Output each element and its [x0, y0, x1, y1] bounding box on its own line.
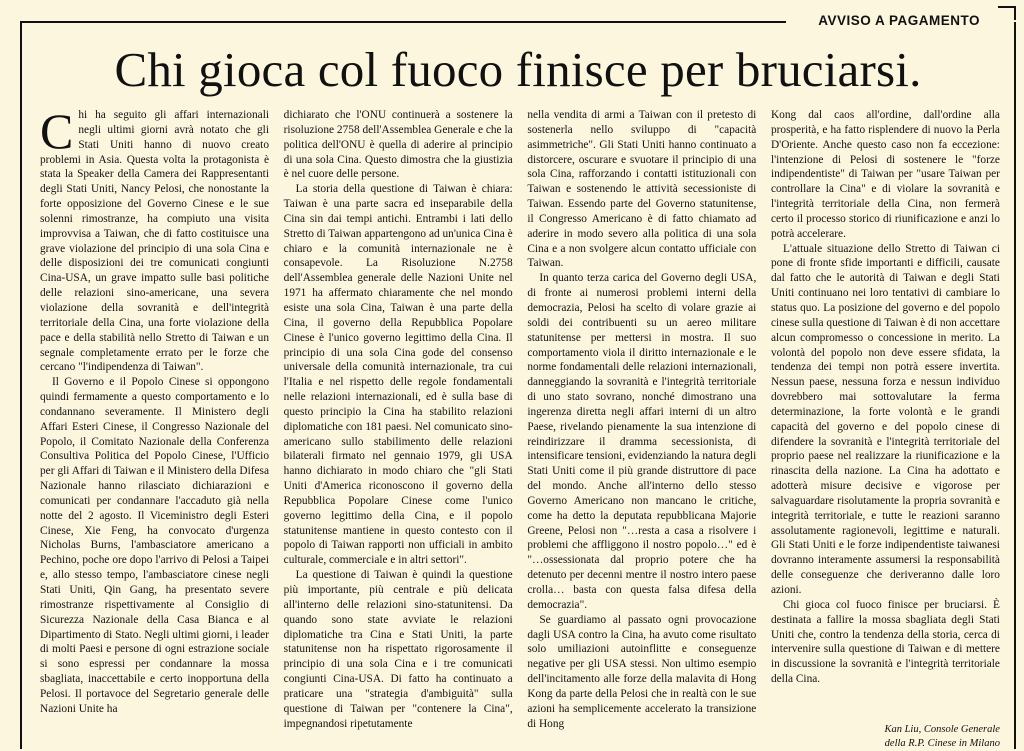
article-column-2: [284, 108, 513, 728]
article-paragraph: L'attuale situazione dello Stretto di Taiwan ci pone di fronte sfide importanti e difficili, causate dal fatto che le autorità di Taiwan e degli Stati Uniti continuano nei loro tentativi di cambiare lo status quo. La posizione del governo e del popolo cinese sulla questione di Taiwan è di non accettare alcun compromesso o concessione in merito. La volontà del popolo non deve essere sfidata, la tendenza dei tempi non potrà essere invertita. Nessun paese, nessuna forza e nessun individuo dovrebbero mai sottovalutare la ferma determinazione, la forte volontà e le grandi capacità del governo e del popolo cinese di difendere la sovranità e l'integrità territoriale del proprio paese nel realizzare la riunificazione e la rinascita della nazione. La Cina ha adottato e adotterà misure decisive e vigorose per salvaguardare risolutamente la propria sovranità e integrità territoriale, e tutte le reazioni saranno assolutamente ragionevoli, legittime e naturali. Gli Stati Uniti e le forze indipendentiste taiwanesi dovranno interamente assumersi la responsabilità delle conseguenze che deriveranno dalle loro azioni.: [770, 242, 1000, 596]
paragraph-text: hi ha seguito gli affari internazionali negli ultimi giorni avrà notato che gli Stati Uniti hanno di nuovo creato problemi in Asia. Questa volta la protagonista è stata la Speaker della Camera dei Rappresentanti degli Stati Uniti, Nancy Pelosi, che nonostante la forte opposizione del Governo Cinese e le sue solenni rimostranze, ha compiuto una visita improvvisa a Taiwan, che di fatto costituisce una grave violazione del principio di una sola Cina e delle disposizioni dei tre comunicati congiunti Cina-USA, un grave impatto sulle basi politiche delle relazioni sino-americane, una severa violazione della sovranità e dell'integrità territoriale della Cina, una forte violazione della pace e della stabilità nello Stretto di Taiwan e un segnale completamente errato per le forze che cercano "l'indipendenza di Taiwan".: [40, 109, 269, 374]
page-title: Chi gioca col fuoco finisce per bruciarsi.: [114, 42, 922, 97]
top-rule: [20, 21, 786, 23]
article-paragraph: [40, 103, 269, 375]
article-body: [40, 103, 1000, 749]
signature-name: Kan Liu, Console Generale: [884, 723, 1000, 735]
article-paragraph: Il Governo e il Popolo Cinese si oppongono quindi fermamente a questo comportamento e lo condannano severamente. Il Ministero degli Affari Esteri Cinese, il Congresso Nazionale del Popolo, il Comitato Nazionale della Conferenza Consultiva Politica del Popolo Cinese, l'Ufficio per gli Affari di Taiwan e il Ministero della Difesa Nazionale hanno rilasciato dichiarazioni e comunicati per condannare l'accaduto già nella notte del 2 agosto. Il Viceministro degli Esteri Cinese, Xie Feng, ha convocato d'urgenza Nicholas Burns, l'ambasciatore americano a Pechino, poche ore dopo l'arrivo di Pelosi a Taipei e, allo stesso tempo, l'ambasciatore cinese negli Stati Uniti, Qin Gang, ha presentato severe rimostranze rispettivamente al Consiglio di Sicurezza Nazionale della Casa Bianca e al Dipartimento di Stato. Negli ultimi giorni, i leader di molti Paesi e persone di ogni estrazione sociale si sono espressi per condannare la mossa sbagliata, inaccettabile e certo inopportuna della Pelosi. Il portavoce del Segretario generale delle Nazioni Unite ha: [40, 376, 269, 715]
article-paragraph: nella vendita di armi a Taiwan con il pretesto di sostenerla nello sviluppo di "capacità asimmetriche". Gli Stati Uniti hanno continuato a distorcere, oscurare e svuotare il principio di una sola Cina, rafforzando i contatti istituzionali con Taiwan e sostenendo le attività secessioniste di Taiwan. Essendo parte del Governo statunitense, il Congresso Americano è di fatto chiamato ad aderire in modo severo alla politica di una sola Cina e a non svolgere alcun contatto ufficiale con Taiwan.: [527, 109, 757, 270]
frame-left-border: [20, 22, 22, 749]
article-column-1: [40, 103, 269, 728]
top-banner: [20, 14, 1016, 28]
article-column-4: [770, 108, 1000, 749]
signature-affiliation: della R.P. Cinese in Milano: [884, 737, 1000, 749]
article-column-3: [527, 108, 756, 728]
drop-cap: C: [40, 103, 74, 159]
frame-corner: [998, 6, 1016, 20]
article-paragraph: dichiarato che l'ONU continuerà a sostenere la risoluzione 2758 dell'Assemblea Generale e che la politica dell'ONU è quella di aderire al principio di una sola Cina. Questo dimostra che la giustizia è nel cuore delle persone.: [283, 109, 513, 181]
article-paragraph: La questione di Taiwan è quindi la questione più importante, più centrale e più delicata all'interno delle relazioni sino-statunitensi. Da quando sono state avviate le relazioni diplomatiche tra Cina e Stati Uniti, la parte statunitense non ha rispettato rigorosamente il principio di una sola Cina e i tre comunicati congiunti Cina-USA. Di fatto ha continuato a praticare una "strategia d'ambiguità" sulla questione di Taiwan per "contenere la Cina", impegnandosi ripetutamente: [283, 569, 513, 730]
article-paragraph: In quanto terza carica del Governo degli USA, di fronte ai numerosi problemi interni della democrazia, Pelosi ha scelto di volare grazie ai soldi dei contribuenti su un aereo militare statunitense per mettersi in mostra. Il suo comportamento viola il diritto internazionale e le norme fondamentali delle relazioni internazionali, danneggiando la sovranità e l'integrità territoriale di uno stato sovrano, nonché dimostrano una ingerenza diretta negli affari interni di un altro Paese, rivelando pienamente la sua intenzione di reindirizzare il dramma secessionista, di intensificare tensioni, evidenziando la natura degli Stati Uniti come il più grande distruttore di pace del mondo. Anche all'interno dello stesso Governo Americano non mancano le critiche, come ha detto la deputata repubblicana Majorie Greene, Pelosi non "…resta a casa a risolvere i problemi che affliggono il nostro popolo…" ed è "…ossessionata dal proprio potere che ha detenuto per decenni mentre il nostro intero paese crolla… basta con questa falsa difesa della democrazia".: [527, 272, 757, 611]
article-paragraph: Se guardiamo al passato ogni provocazione dagli USA contro la Cina, ha avuto come risultato solo umiliazioni autoinflitte e conseguenze negative per gli USA stessi. Non ultimo esempio dell'incitamento alle forze della malavita di Hong Kong da parte della Pelosi che in realtà con le sue azioni ha semplicemente accelerato la transizione di Hong: [527, 613, 757, 730]
article-paragraph: La storia della questione di Taiwan è chiara: Taiwan è una parte sacra ed inseparabile della Cina sin dai tempi antichi. Entrambi i lati dello Stretto di Taiwan appartengono ad un'unica Cina è chiaro e la comunità internazionale ne è consapevole. La Risoluzione N.2758 dell'Assemblea generale delle Nazioni Unite nel 1971 ha affermato chiaramente che nel mondo esiste una sola Cina, Taiwan è una parte della Cina, il governo della Repubblica Popolare Cinese è l'unico governo legittimo della Cina. Il principio di una sola Cina gode del consenso universale della comunità internazionale, tra cui l'Italia e nel rispetto delle regole fondamentali nelle relazioni internazionali, ed è sulla base di questo principio la Cina ha stabilito relazioni diplomatiche con 181 paesi. Nel comunicato sino-americano sullo stabilimento delle relazioni bilaterali firmato nel gennaio 1979, gli USA hanno dichiarato in modo chiaro che "gli Stati Uniti d'America riconoscono il governo della Repubblica Popolare Cinese come l'unico governo legittimo della Cina, e il popolo statunitense mantiene in questo contesto con il popolo di Taiwan rapporti non ufficiali in ambito culturale, commerciale e in altri settori".: [283, 183, 513, 567]
signature: [771, 723, 1000, 751]
article-paragraph: Kong dal caos all'ordine, dall'ordine alla prosperità, e ha fatto risplendere di nuovo la Perla D'Oriente. Anche questo caso non fa eccezione: l'intenzione di Pelosi di sostenere le "forze indipendentiste" di Taiwan per "usare Taiwan per controllare la Cina" e di violare la sovranità e l'integrità territoriale della Cina, non fermerà certo il processo storico di riunificazione e anzi lo potrà accelerare.: [770, 109, 1000, 240]
paid-notice-label: AVVISO A PAGAMENTO: [818, 13, 980, 28]
article-paragraph: Chi gioca col fuoco finisce per bruciarsi. È destinata a fallire la mossa sbagliata degli Stati Uniti che, contro la tendenza della storia, cerca di intervenire sulla questione di Taiwan e di mettere in discussione la sovranità e l'integrità territoriale della Cina.: [770, 598, 1000, 686]
frame-right-border: [1014, 22, 1016, 749]
